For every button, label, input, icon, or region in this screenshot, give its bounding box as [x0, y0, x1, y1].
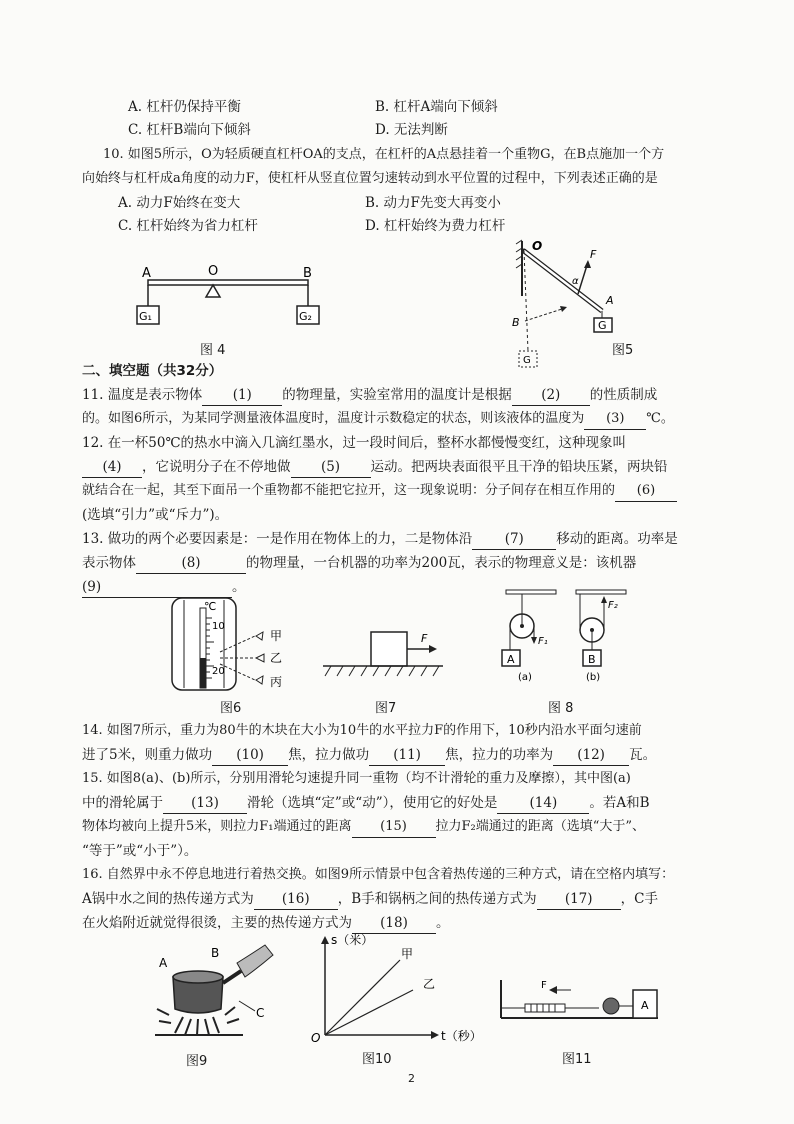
fig9-caption: 图9 — [186, 1054, 208, 1069]
fig8-label-b: B — [588, 653, 596, 666]
q12-blank6[interactable]: (6) — [615, 481, 677, 502]
q11-blank3[interactable]: (3) — [584, 409, 646, 430]
q12-text4: 就结合在一起，其至下面吊一个重物都不能把它拉开，这一现象说明：分子间存在相互作用的 — [82, 483, 616, 498]
q16-blank16[interactable]: (16) — [254, 889, 338, 910]
fig4-label-g1: G₁ — [139, 310, 152, 323]
q13-blank8[interactable]: (8) — [136, 553, 246, 574]
q13-text5: 。 — [232, 579, 246, 595]
q10-option-d: D. 杠杆始终为费力杠杆 — [365, 218, 506, 234]
q11-blank1[interactable]: (1) — [202, 385, 282, 406]
fig10-ylabel: s（米） — [331, 933, 374, 947]
q10-line1: 10. 如图5所示，O为轻质硬直杠杆OA的支点，在杠杆的A点悬挂着一个重物G，在B点施加一个方 — [103, 147, 665, 162]
figure-5-lever — [510, 236, 620, 371]
fig8-sub-a: (a) — [518, 672, 532, 683]
q16-blank18[interactable]: (18) — [352, 913, 436, 934]
figure-8-pulleys — [498, 588, 638, 693]
q14-blank11[interactable]: (11) — [369, 745, 445, 766]
figure-9-pot-fire — [135, 935, 285, 1045]
q11-text4: 的。如图6所示，为某同学测量液体温度时，温度计示数稳定的状态，则该液体的温度为 — [82, 411, 585, 426]
section-title: 二、填空题（共32分） — [82, 363, 223, 379]
fig4-label-o: O — [208, 264, 219, 279]
q16-text2: A锅中水之间的热传递方式为 — [82, 891, 254, 907]
q15-blank13[interactable]: (13) — [163, 793, 247, 814]
q16-text4: ，C手 — [620, 891, 659, 907]
fig4-caption: 图 4 — [200, 343, 226, 358]
figure-7-block — [323, 622, 443, 682]
q15-text7: “等于”或“小于”）。 — [82, 843, 198, 859]
q14-text4: 焦，拉力的功率为 — [445, 747, 554, 763]
fig4-label-g2: G₂ — [299, 310, 312, 323]
q13-blank7[interactable]: (7) — [472, 529, 556, 550]
q10-line2: 向始终与杠杆成a角度的动力F，使杠杆从竖直位置匀速转动到水平位置的过程中，下列表述正确的是 — [82, 171, 658, 186]
q12-blank5[interactable]: (5) — [291, 457, 371, 478]
q15-text4: 。若A和B — [589, 795, 650, 811]
figure-6-thermometer — [170, 596, 300, 694]
fig6-unit: ℃ — [204, 600, 217, 613]
fig8-label-f2: F₂ — [608, 600, 618, 611]
q15-text5: 物体均被向上提升5米，则拉力F₁端通过的距离 — [82, 819, 352, 834]
fig8-caption: 图 8 — [548, 701, 574, 716]
q16-blank17[interactable]: (17) — [537, 889, 621, 910]
q10-option-c: C. 杠杆始终为省力杠杆 — [118, 218, 258, 234]
q15-text6: 拉力F₂端通过的距离（选填“大于”、 — [435, 819, 646, 834]
fig5-label-a: A — [606, 294, 614, 307]
fig10-xlabel: t（秒） — [441, 1029, 482, 1043]
q15-text1: 15. 如图8(a)、(b)所示，分别用滑轮匀速提升同一重物（均不计滑轮的重力及摩擦），其中图(a) — [82, 771, 631, 786]
fig5-caption: 图5 — [612, 343, 634, 358]
q13-text3: 表示物体 — [82, 555, 136, 571]
q14-text2: 进了5米，则重力做功 — [82, 747, 213, 763]
q10-option-a: A. 动力F始终在变大 — [118, 195, 241, 211]
q10-option-b: B. 动力F先变大再变小 — [365, 195, 501, 211]
fig5-label-alpha: α — [572, 276, 579, 287]
q14-blank12[interactable]: (12) — [553, 745, 629, 766]
q14-text1: 14. 如图7所示，重力为80牛的木块在大小为10牛的水平拉力F的作用下，10秒内沿水平面匀速前 — [82, 723, 642, 738]
fig10-caption: 图10 — [362, 1052, 392, 1067]
fig7-label-f: F — [421, 632, 428, 645]
fig5-label-f: F — [590, 248, 597, 261]
q9-option-c: C. 杠杆B端向下倾斜 — [128, 122, 251, 138]
fig4-label-a: A — [142, 266, 151, 281]
fig10-label-yi: 乙 — [423, 977, 436, 991]
fig6-tick-20: 20 — [212, 666, 225, 677]
q16-text3: ，B手和锅柄之间的热传递方式为 — [337, 891, 537, 907]
q14-text3: 焦，拉力做功 — [288, 747, 370, 763]
fig8-label-f1: F₁ — [538, 636, 548, 647]
q12-text1: 12. 在一杯50℃的热水中滴入几滴红墨水，过一段时间后，整杯水都慢慢变红，这种现象叫 — [82, 435, 627, 451]
fig9-label-b: B — [211, 946, 220, 960]
fig5-label-o: O — [532, 239, 543, 253]
q9-option-a: A. 杠杆仍保持平衡 — [128, 99, 241, 115]
q11-text2: 的物理量，实验室常用的温度计是根据 — [282, 387, 512, 403]
q9-option-d: D. 无法判断 — [375, 122, 448, 138]
fig11-caption: 图11 — [562, 1052, 592, 1067]
fig11-label-a: A — [641, 999, 649, 1012]
q11-text3: 的性质制成 — [589, 387, 658, 403]
fig9-label-c: C — [256, 1006, 265, 1020]
q11-text1: 11. 温度是表示物体 — [82, 387, 203, 403]
q15-text2: 中的滑轮属于 — [82, 795, 163, 811]
q11-blank2[interactable]: (2) — [512, 385, 590, 406]
q13-text4: 的物理量，一台机器的功率为200瓦，表示的物理意义是：该机器 — [246, 555, 637, 571]
q15-text3: 滑轮（选填“定”或“动”），使用它的好处是 — [247, 795, 498, 811]
q14-text5: 瓦。 — [629, 747, 657, 763]
fig6-label-bing: 丙 — [270, 675, 283, 689]
q13-text2: 移动的距离。功率是 — [556, 531, 678, 547]
q15-blank14[interactable]: (14) — [497, 793, 589, 814]
q12-blank4[interactable]: (4) — [82, 457, 142, 478]
q16-text1: 16. 自然界中永不停息地进行着热交换。如图9所示情景中包含着热传递的三种方式，请在空格内填写： — [82, 867, 675, 882]
q11-text5: ℃。 — [646, 411, 674, 426]
figure-10-graph — [305, 930, 482, 1045]
figure-11-spring-scale — [493, 978, 663, 1028]
fig10-origin: O — [311, 1031, 321, 1045]
q16-text5: 在火焰附近就觉得很烫，主要的热传递方式为 — [82, 915, 352, 931]
q16-text6: 。 — [436, 915, 450, 931]
fig9-label-a: A — [159, 956, 168, 970]
fig5-label-b: B — [512, 316, 520, 329]
q13-text1: 13. 做功的两个必要因素是：一是作用在物体上的力，二是物体沿 — [82, 531, 473, 547]
fig6-label-yi: 乙 — [270, 651, 283, 665]
q12-text2: ，它说明分子在不停地做 — [142, 459, 291, 475]
q15-blank15[interactable]: (15) — [352, 817, 436, 838]
fig6-tick-10: 10 — [212, 621, 225, 632]
fig11-label-f: F — [541, 980, 547, 991]
fig10-label-jia: 甲 — [401, 947, 414, 961]
q13-blank9[interactable]: (9) — [82, 577, 232, 598]
q9-option-b: B. 杠杆A端向下倾斜 — [375, 99, 498, 115]
fig8-label-a: A — [507, 653, 515, 666]
fig5-label-g-dashed: G — [523, 355, 531, 366]
q12-text3: 运动。把两块表面很平且干净的铅块压紧，两块铅 — [370, 459, 668, 475]
fig8-sub-b: (b) — [586, 672, 601, 683]
page-number: 2 — [408, 1072, 415, 1085]
fig7-caption: 图7 — [375, 701, 397, 716]
q12-text5: (选填“引力”或“斥力”)。 — [82, 507, 229, 523]
fig4-label-b: B — [303, 266, 312, 281]
fig5-label-g: G — [598, 319, 607, 332]
fig6-label-jia: 甲 — [270, 629, 283, 643]
q14-blank10[interactable]: (10) — [212, 745, 288, 766]
fig6-caption: 图6 — [220, 701, 242, 716]
figure-4-lever — [130, 262, 330, 327]
